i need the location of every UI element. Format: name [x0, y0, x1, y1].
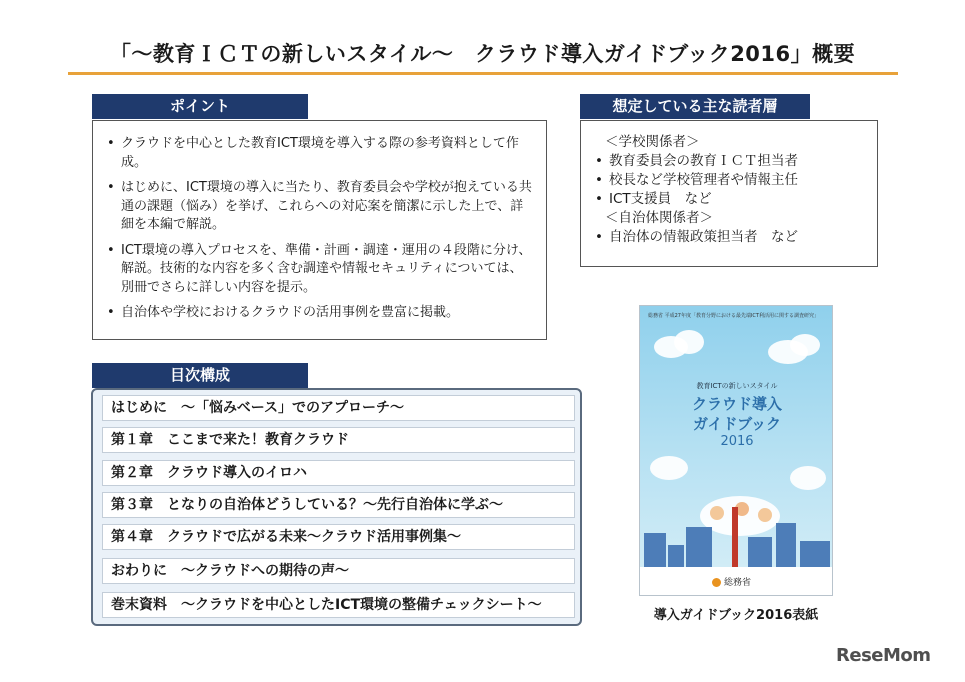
- person-figure: [758, 508, 772, 522]
- cloud-shape: [790, 466, 826, 490]
- cover-subtitle: 教育ICTの新しいスタイル: [696, 382, 778, 390]
- toc-row: 第３章 となりの自治体どうしている？～先行自治体に学ぶ～: [102, 492, 575, 518]
- cover-year: 2016: [720, 434, 754, 449]
- building-shape: [776, 523, 796, 567]
- points-item: • 自治体や学校におけるクラウドの活用事例を豊富に掲載。: [107, 304, 532, 323]
- readers-tab: 想定している主な読者層: [580, 94, 810, 119]
- readers-box: [580, 120, 878, 267]
- toc-row: はじめに ～「悩みベース」でのアプローチ～: [102, 395, 575, 421]
- cover-caption: 導入ガイドブック2016表紙: [653, 608, 819, 623]
- points-item: • クラウドを中心とした教育ICT環境を導入する際の参考資料として作成。: [107, 135, 532, 172]
- cloud-shape: [650, 456, 688, 480]
- toc-row: 巻末資料 ～クラウドを中心としたICT環境の整備チェックシート～: [102, 592, 575, 618]
- toc-row: 第２章 クラウド導入のイロハ: [102, 460, 575, 486]
- points-list: [107, 135, 532, 323]
- reader-item: • ICT支援員 など: [593, 190, 865, 209]
- person-figure: [710, 506, 724, 520]
- reader-group-label: ＜自治体関係者＞: [605, 210, 713, 226]
- cover-title-line: クラウド導入: [691, 395, 782, 413]
- cloud-shape: [790, 334, 820, 356]
- building-shape: [644, 533, 666, 567]
- cover-title-line: ガイドブック: [692, 415, 782, 433]
- building-shape: [800, 541, 830, 567]
- toc-tab: 目次構成: [92, 363, 308, 388]
- points-tab: ポイント: [92, 94, 308, 119]
- toc-row: おわりに ～クラウドへの期待の声～: [102, 558, 575, 584]
- reader-item: • 校長など学校管理者や情報主任: [593, 171, 865, 190]
- guidebook-cover-image: [639, 305, 833, 596]
- ministry-logo-icon: [712, 578, 721, 587]
- page-title: 「～教育ＩＣＴの新しいスタイル～ クラウド導入ガイドブック2016」概要: [109, 42, 856, 66]
- building-shape: [748, 537, 772, 567]
- toc-row: 第４章 クラウドで広がる未来～クラウド活用事例集～: [102, 524, 575, 550]
- reader-group-label: ＜学校関係者＞: [605, 134, 700, 150]
- cloud-shape: [674, 330, 704, 354]
- reader-item: • 自治体の情報政策担当者 など: [593, 228, 865, 247]
- building-shape: [668, 545, 684, 567]
- cover-top-text: 総務省 平成27年度「教育分野における最先端ICT利活用に関する調査研究」: [648, 313, 819, 319]
- tower-shape: [732, 507, 738, 567]
- reader-item: • 教育委員会の教育ＩＣＴ担当者: [593, 152, 865, 171]
- toc-row: 第１章 ここまで来た！教育クラウド: [102, 427, 575, 453]
- points-item: • はじめに、ICT環境の導入に当たり、教育委員会や学校が抱えている共通の課題（悩み）を挙げ、これらへの対応案を簡潔に示した上で、詳細を本編で解説。: [107, 179, 532, 235]
- points-item: • ICT環境の導入プロセスを、準備・計画・調達・運用の４段階に分け、解説。技術的な内容を多く含む調達や情報セキュリティについては、別冊でさらに詳しい内容を提示。: [107, 242, 532, 298]
- resemom-logo: ReseMom: [836, 645, 931, 666]
- building-shape: [686, 527, 712, 567]
- title-underline: [68, 72, 898, 75]
- cover-org: 総務省: [724, 578, 752, 588]
- points-box: [92, 120, 547, 340]
- cover-title: [640, 394, 833, 434]
